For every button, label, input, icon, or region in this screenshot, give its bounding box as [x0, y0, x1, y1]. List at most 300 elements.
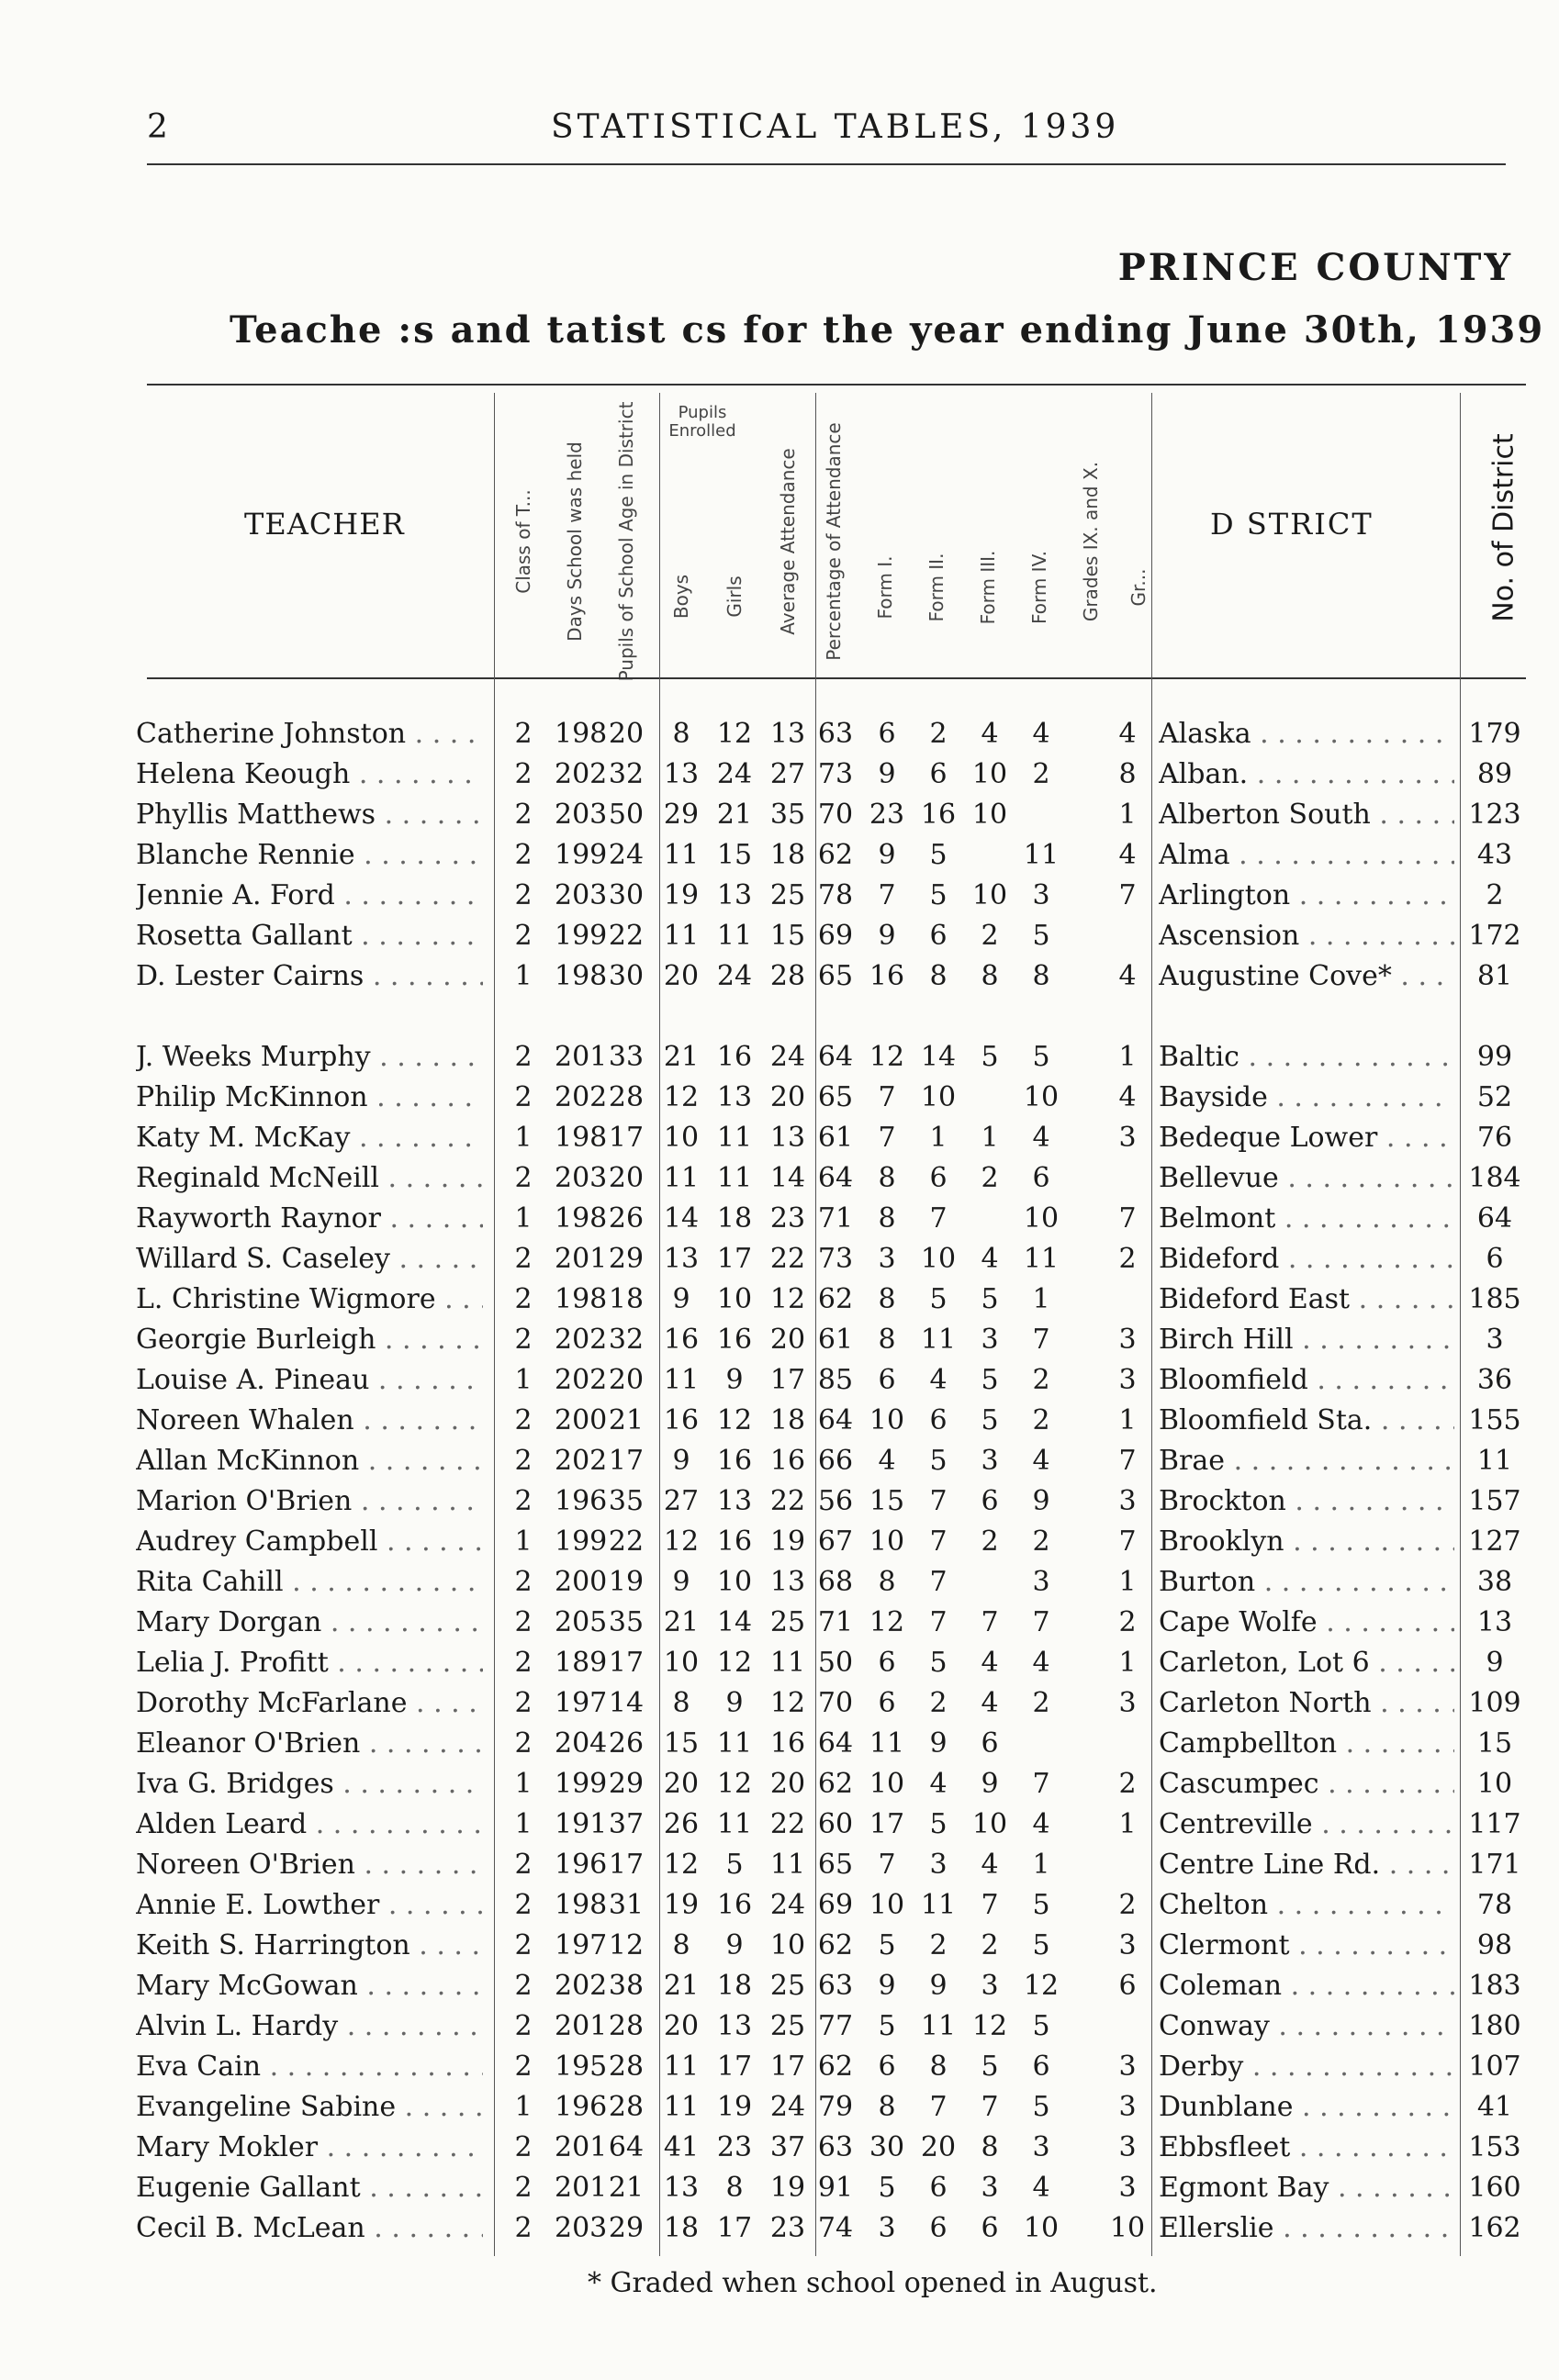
cell-g1: 9 — [878, 758, 896, 790]
cell-g4: 3 — [1032, 1566, 1050, 1598]
cell-avg: 25 — [769, 879, 806, 911]
teacher-name: Louise A. Pineau . . . — [136, 1360, 483, 1401]
cell-days: 202 — [555, 1081, 608, 1113]
cell-g5: 6 — [1118, 1970, 1137, 2002]
cell-g5: 2 — [1118, 1243, 1137, 1275]
cell-cls: 2 — [514, 1445, 533, 1477]
table-row — [0, 2087, 1559, 2128]
cell-cls: 2 — [514, 1162, 533, 1194]
cell-g1: 7 — [878, 1849, 896, 1881]
cell-girls: 5 — [725, 1849, 744, 1881]
table-row — [0, 1279, 1559, 1320]
cell-g4: 2 — [1032, 1364, 1050, 1396]
head-rule — [147, 163, 1506, 165]
cell-days: 196 — [555, 2091, 608, 2123]
cell-g5: 3 — [1118, 2050, 1137, 2083]
district-name: Campbellton . . . — [1159, 1724, 1454, 1764]
cell-g5: 1 — [1118, 1808, 1137, 1840]
district-number: 64 — [1476, 1202, 1513, 1235]
teacher-name: Philip McKinnon . . . — [136, 1078, 483, 1118]
cell-g3: 3 — [981, 2172, 999, 2204]
cell-g5: 7 — [1118, 1445, 1137, 1477]
cell-days: 191 — [555, 1808, 608, 1840]
header-grade-5: Gr... — [1127, 568, 1150, 607]
cell-g3: 4 — [981, 1647, 999, 1679]
cell-g1: 30 — [869, 2131, 905, 2163]
district-number: 180 — [1468, 2010, 1521, 2042]
table-row — [0, 714, 1559, 754]
cell-avg: 18 — [769, 1404, 806, 1436]
table-row — [0, 1320, 1559, 1360]
district-name: Alberton South . . . — [1159, 795, 1454, 835]
cell-g5: 1 — [1118, 799, 1137, 831]
cell-cls: 1 — [514, 2091, 533, 2123]
cell-g4: 2 — [1032, 1525, 1050, 1558]
cell-girls: 13 — [716, 2010, 753, 2042]
cell-g2: 5 — [929, 839, 948, 871]
teacher-name: Marion O'Brien . . . — [136, 1481, 483, 1522]
cell-pct: 50 — [817, 1647, 854, 1679]
cell-g4: 9 — [1032, 1485, 1050, 1517]
cell-g3: 10 — [971, 1808, 1008, 1840]
cell-pct: 73 — [817, 1243, 854, 1275]
footnote: * Graded when school opened in August. — [588, 2267, 1158, 2299]
table-row — [0, 2006, 1559, 2047]
district-name: Brae . . . — [1159, 1441, 1454, 1481]
cell-days: 203 — [555, 799, 608, 831]
cell-g2: 2 — [929, 1929, 948, 1961]
district-number: 172 — [1468, 920, 1521, 952]
teacher-name: Rita Cahill . . . — [136, 1562, 483, 1603]
cell-pct: 62 — [817, 1929, 854, 1961]
cell-pct: 68 — [817, 1566, 854, 1598]
header-boys: Boys — [670, 574, 692, 620]
cell-pct: 78 — [817, 879, 854, 911]
cell-avg: 27 — [769, 758, 806, 790]
cell-girls: 9 — [725, 1364, 744, 1396]
cell-boys: 26 — [663, 1808, 700, 1840]
cell-g2: 3 — [929, 1849, 948, 1881]
cell-pct: 91 — [817, 2172, 854, 2204]
cell-days: 189 — [555, 1647, 608, 1679]
cell-age: 29 — [608, 1243, 645, 1275]
cell-g2: 6 — [929, 2172, 948, 2204]
cell-g1: 7 — [878, 1081, 896, 1113]
district-number: 52 — [1476, 1081, 1513, 1113]
district-name: Ebbsfleet . . . — [1159, 2128, 1454, 2168]
cell-boys: 14 — [663, 1202, 700, 1235]
cell-g4: 2 — [1032, 758, 1050, 790]
teacher-name: Blanche Rennie . . . — [136, 835, 483, 876]
cell-g2: 5 — [929, 1283, 948, 1315]
district-number: 3 — [1486, 1324, 1504, 1356]
teacher-name: Georgie Burleigh . . . — [136, 1320, 483, 1360]
cell-girls: 16 — [716, 1324, 753, 1356]
cell-boys: 12 — [663, 1525, 700, 1558]
header-pct-attendance: Percentage of Attendance — [823, 422, 845, 661]
cell-pct: 73 — [817, 758, 854, 790]
teacher-name: J. Weeks Murphy . . . — [136, 1037, 483, 1078]
cell-g3: 4 — [981, 1849, 999, 1881]
cell-girls: 13 — [716, 1485, 753, 1517]
cell-avg: 25 — [769, 2010, 806, 2042]
cell-pct: 62 — [817, 2050, 854, 2083]
cell-g4: 6 — [1032, 2050, 1050, 2083]
cell-age: 18 — [608, 1283, 645, 1315]
cell-pct: 65 — [817, 1081, 854, 1113]
cell-boys: 10 — [663, 1122, 700, 1154]
cell-g1: 7 — [878, 1122, 896, 1154]
cell-g5: 7 — [1118, 1525, 1137, 1558]
teacher-name: Eugenie Gallant . . . — [136, 2168, 483, 2208]
cell-pct: 71 — [817, 1606, 854, 1638]
cell-avg: 13 — [769, 1566, 806, 1598]
cell-girls: 12 — [716, 1404, 753, 1436]
district-number: 9 — [1486, 1647, 1504, 1679]
cell-g1: 3 — [878, 2212, 896, 2244]
cell-cls: 2 — [514, 1727, 533, 1760]
cell-avg: 24 — [769, 1041, 806, 1073]
cell-g5: 4 — [1118, 718, 1137, 750]
cell-g1: 17 — [869, 1808, 905, 1840]
cell-days: 197 — [555, 1929, 608, 1961]
district-number: 117 — [1468, 1808, 1521, 1840]
cell-g4: 6 — [1032, 1162, 1050, 1194]
cell-g1: 6 — [878, 718, 896, 750]
cell-age: 38 — [608, 1970, 645, 2002]
cell-g4: 3 — [1032, 879, 1050, 911]
district-number: 153 — [1468, 2131, 1521, 2163]
cell-cls: 2 — [514, 2131, 533, 2163]
cell-boys: 20 — [663, 2010, 700, 2042]
cell-cls: 2 — [514, 1566, 533, 1598]
district-name: Bedeque Lower . . . — [1159, 1118, 1454, 1158]
cell-age: 32 — [608, 758, 645, 790]
cell-g1: 12 — [869, 1041, 905, 1073]
table-row — [0, 1885, 1559, 1926]
running-head — [147, 108, 1513, 154]
cell-avg: 24 — [769, 2091, 806, 2123]
cell-g3: 10 — [971, 879, 1008, 911]
district-name: Bayside . . . — [1159, 1078, 1454, 1118]
district-name: Cascumpec . . . — [1159, 1764, 1454, 1805]
header-girls: Girls — [723, 575, 746, 618]
cell-age: 28 — [608, 2050, 645, 2083]
cell-girls: 11 — [716, 920, 753, 952]
cell-g2: 9 — [929, 1970, 948, 2002]
cell-g1: 8 — [878, 2091, 896, 2123]
cell-g2: 7 — [929, 1566, 948, 1598]
district-number: 2 — [1486, 879, 1504, 911]
district-number: 89 — [1476, 758, 1513, 790]
cell-g1: 11 — [869, 1727, 905, 1760]
cell-avg: 12 — [769, 1687, 806, 1719]
cell-days: 198 — [555, 1283, 608, 1315]
cell-g4: 4 — [1032, 718, 1050, 750]
teacher-name: Audrey Campbell . . . — [136, 1522, 483, 1562]
cell-girls: 14 — [716, 1606, 753, 1638]
cell-age: 20 — [608, 1364, 645, 1396]
cell-g3: 5 — [981, 1283, 999, 1315]
cell-boys: 11 — [663, 839, 700, 871]
cell-boys: 11 — [663, 920, 700, 952]
cell-boys: 11 — [663, 1364, 700, 1396]
cell-pct: 62 — [817, 839, 854, 871]
district-number: 179 — [1468, 718, 1521, 750]
cell-girls: 11 — [716, 1727, 753, 1760]
cell-pct: 65 — [817, 1849, 854, 1881]
district-name: Carleton, Lot 6 . . . — [1159, 1643, 1454, 1683]
cell-girls: 23 — [716, 2131, 753, 2163]
cell-avg: 24 — [769, 1889, 806, 1921]
cell-g2: 6 — [929, 1162, 948, 1194]
cell-days: 203 — [555, 2212, 608, 2244]
cell-avg: 10 — [769, 1929, 806, 1961]
cell-g2: 11 — [920, 1889, 957, 1921]
cell-cls: 1 — [514, 1202, 533, 1235]
cell-g3: 2 — [981, 1929, 999, 1961]
cell-g4: 11 — [1023, 839, 1060, 871]
cell-g4: 4 — [1032, 2172, 1050, 2204]
cell-boys: 27 — [663, 1485, 700, 1517]
running-title: STATISTICAL TABLES, 1939 — [551, 108, 1120, 146]
cell-avg: 17 — [769, 1364, 806, 1396]
cell-g4: 3 — [1032, 2131, 1050, 2163]
district-number: 171 — [1468, 1849, 1521, 1881]
cell-boys: 20 — [663, 960, 700, 992]
district-number: 160 — [1468, 2172, 1521, 2204]
cell-g4: 5 — [1032, 2010, 1050, 2042]
district-number: 185 — [1468, 1283, 1521, 1315]
cell-age: 17 — [608, 1849, 645, 1881]
cell-g3: 3 — [981, 1445, 999, 1477]
table-row — [0, 1401, 1559, 1441]
cell-girls: 16 — [716, 1889, 753, 1921]
table-row — [0, 1562, 1559, 1603]
cell-g2: 16 — [920, 799, 957, 831]
cell-boys: 10 — [663, 1647, 700, 1679]
cell-g1: 6 — [878, 1687, 896, 1719]
cell-g1: 6 — [878, 1647, 896, 1679]
cell-age: 19 — [608, 1566, 645, 1598]
cell-g5: 3 — [1118, 2131, 1137, 2163]
cell-cls: 2 — [514, 2010, 533, 2042]
cell-g4: 1 — [1032, 1849, 1050, 1881]
district-number: 11 — [1476, 1445, 1513, 1477]
cell-g5: 7 — [1118, 1202, 1137, 1235]
header-avg-attendance: Average Attendance — [777, 448, 799, 635]
cell-age: 26 — [608, 1727, 645, 1760]
cell-boys: 16 — [663, 1324, 700, 1356]
cell-girls: 21 — [716, 799, 753, 831]
teacher-name: Rayworth Raynor . . . — [136, 1199, 483, 1239]
cell-girls: 9 — [725, 1687, 744, 1719]
cell-g3: 8 — [981, 2131, 999, 2163]
cell-g1: 5 — [878, 2010, 896, 2042]
cell-boys: 9 — [672, 1283, 690, 1315]
cell-pct: 62 — [817, 1283, 854, 1315]
cell-g5: 3 — [1118, 1122, 1137, 1154]
cell-pct: 69 — [817, 920, 854, 952]
cell-avg: 11 — [769, 1849, 806, 1881]
cell-age: 35 — [608, 1606, 645, 1638]
district-name: Bideford East . . . — [1159, 1279, 1454, 1320]
cell-g3: 4 — [981, 1687, 999, 1719]
district-name: Belmont . . . — [1159, 1199, 1454, 1239]
district-number: 107 — [1468, 2050, 1521, 2083]
cell-g3: 8 — [981, 960, 999, 992]
district-number: 81 — [1476, 960, 1513, 992]
cell-age: 28 — [608, 1081, 645, 1113]
table-row — [0, 2128, 1559, 2168]
district-name: Bideford . . . — [1159, 1239, 1454, 1279]
cell-g4: 7 — [1032, 1768, 1050, 1800]
district-name: Alaska . . . — [1159, 714, 1454, 754]
teacher-name: Alvin L. Hardy . . . — [136, 2006, 483, 2047]
teacher-name: Rosetta Gallant . . . — [136, 916, 483, 956]
cell-g4: 2 — [1032, 1404, 1050, 1436]
cell-cls: 2 — [514, 799, 533, 831]
cell-g2: 7 — [929, 1485, 948, 1517]
cell-days: 198 — [555, 718, 608, 750]
teacher-name: Jennie A. Ford . . . — [136, 876, 483, 916]
cell-g2: 6 — [929, 1404, 948, 1436]
teacher-name: Mary McGowan . . . — [136, 1966, 483, 2006]
cell-g3: 12 — [971, 2010, 1008, 2042]
cell-boys: 11 — [663, 1162, 700, 1194]
table-row — [0, 916, 1559, 956]
teacher-name: Katy M. McKay . . . — [136, 1118, 483, 1158]
teacher-name: Noreen O'Brien . . . — [136, 1845, 483, 1885]
cell-girls: 16 — [716, 1041, 753, 1073]
table-row — [0, 754, 1559, 795]
cell-g4: 4 — [1032, 1647, 1050, 1679]
cell-days: 201 — [555, 1041, 608, 1073]
cell-boys: 11 — [663, 2050, 700, 2083]
cell-g2: 5 — [929, 1647, 948, 1679]
teacher-name: Willard S. Caseley . . . — [136, 1239, 483, 1279]
table-row — [0, 1360, 1559, 1401]
district-number: 13 — [1476, 1606, 1513, 1638]
district-name: Brooklyn . . . — [1159, 1522, 1454, 1562]
cell-pct: 63 — [817, 1970, 854, 2002]
cell-avg: 19 — [769, 1525, 806, 1558]
cell-cls: 1 — [514, 1525, 533, 1558]
cell-g3: 6 — [981, 2212, 999, 2244]
cell-girls: 12 — [716, 718, 753, 750]
cell-cls: 2 — [514, 758, 533, 790]
cell-avg: 16 — [769, 1445, 806, 1477]
cell-age: 22 — [608, 1525, 645, 1558]
cell-cls: 2 — [514, 1606, 533, 1638]
cell-g5: 1 — [1118, 1404, 1137, 1436]
cell-g2: 14 — [920, 1041, 957, 1073]
cell-cls: 2 — [514, 1970, 533, 2002]
cell-g2: 8 — [929, 960, 948, 992]
cell-age: 31 — [608, 1889, 645, 1921]
district-number: 43 — [1476, 839, 1513, 871]
cell-g4: 10 — [1023, 1081, 1060, 1113]
cell-age: 17 — [608, 1445, 645, 1477]
cell-days: 195 — [555, 2050, 608, 2083]
cell-g3: 10 — [971, 758, 1008, 790]
cell-boys: 21 — [663, 1970, 700, 2002]
district-name: Egmont Bay . . . — [1159, 2168, 1454, 2208]
header-form-2: Form II. — [925, 553, 948, 622]
cell-days: 201 — [555, 2131, 608, 2163]
cell-g1: 8 — [878, 1202, 896, 1235]
cell-age: 33 — [608, 1041, 645, 1073]
district-name: Chelton . . . — [1159, 1885, 1454, 1926]
teacher-name: Mary Mokler . . . — [136, 2128, 483, 2168]
cell-age: 21 — [608, 2172, 645, 2204]
cell-cls: 1 — [514, 1364, 533, 1396]
cell-avg: 25 — [769, 1970, 806, 2002]
cell-g2: 6 — [929, 920, 948, 952]
cell-g3: 9 — [981, 1768, 999, 1800]
cell-boys: 21 — [663, 1606, 700, 1638]
district-name: Ellerslie . . . — [1159, 2208, 1454, 2249]
district-number: 38 — [1476, 1566, 1513, 1598]
teacher-name: Eva Cain . . . — [136, 2047, 483, 2087]
cell-boys: 41 — [663, 2131, 700, 2163]
cell-avg: 16 — [769, 1727, 806, 1760]
cell-age: 28 — [608, 2010, 645, 2042]
cell-cls: 2 — [514, 839, 533, 871]
cell-pct: 60 — [817, 1808, 854, 1840]
cell-g4: 5 — [1032, 2091, 1050, 2123]
district-name: Clermont . . . — [1159, 1926, 1454, 1966]
cell-boys: 19 — [663, 879, 700, 911]
cell-boys: 21 — [663, 1041, 700, 1073]
district-name: Burton . . . — [1159, 1562, 1454, 1603]
header-days: Days School was held — [564, 441, 586, 642]
district-name: Coleman . . . — [1159, 1966, 1454, 2006]
cell-g4: 8 — [1032, 960, 1050, 992]
cell-g3: 5 — [981, 1041, 999, 1073]
cell-age: 26 — [608, 1202, 645, 1235]
cell-days: 198 — [555, 960, 608, 992]
district-name: Alma . . . — [1159, 835, 1454, 876]
cell-avg: 28 — [769, 960, 806, 992]
cell-days: 196 — [555, 1485, 608, 1517]
cell-g1: 8 — [878, 1566, 896, 1598]
cell-avg: 11 — [769, 1647, 806, 1679]
table-row — [0, 1199, 1559, 1239]
cell-g1: 3 — [878, 1243, 896, 1275]
district-name: Augustine Cove* . . . — [1159, 956, 1454, 997]
cell-g1: 6 — [878, 2050, 896, 2083]
table-row — [0, 1966, 1559, 2006]
cell-days: 205 — [555, 1606, 608, 1638]
cell-cls: 2 — [514, 718, 533, 750]
cell-cls: 2 — [514, 1485, 533, 1517]
cell-pct: 77 — [817, 2010, 854, 2042]
district-name: Dunblane . . . — [1159, 2087, 1454, 2128]
cell-g3: 7 — [981, 1606, 999, 1638]
table-row — [0, 1845, 1559, 1885]
teacher-name: Cecil B. McLean . . . — [136, 2208, 483, 2249]
cell-age: 28 — [608, 2091, 645, 2123]
cell-girls: 17 — [716, 1243, 753, 1275]
cell-avg: 22 — [769, 1485, 806, 1517]
cell-boys: 11 — [663, 2091, 700, 2123]
cell-cls: 1 — [514, 960, 533, 992]
cell-age: 37 — [608, 1808, 645, 1840]
cell-g4: 11 — [1023, 1243, 1060, 1275]
cell-avg: 20 — [769, 1768, 806, 1800]
cell-g5: 3 — [1118, 2091, 1137, 2123]
